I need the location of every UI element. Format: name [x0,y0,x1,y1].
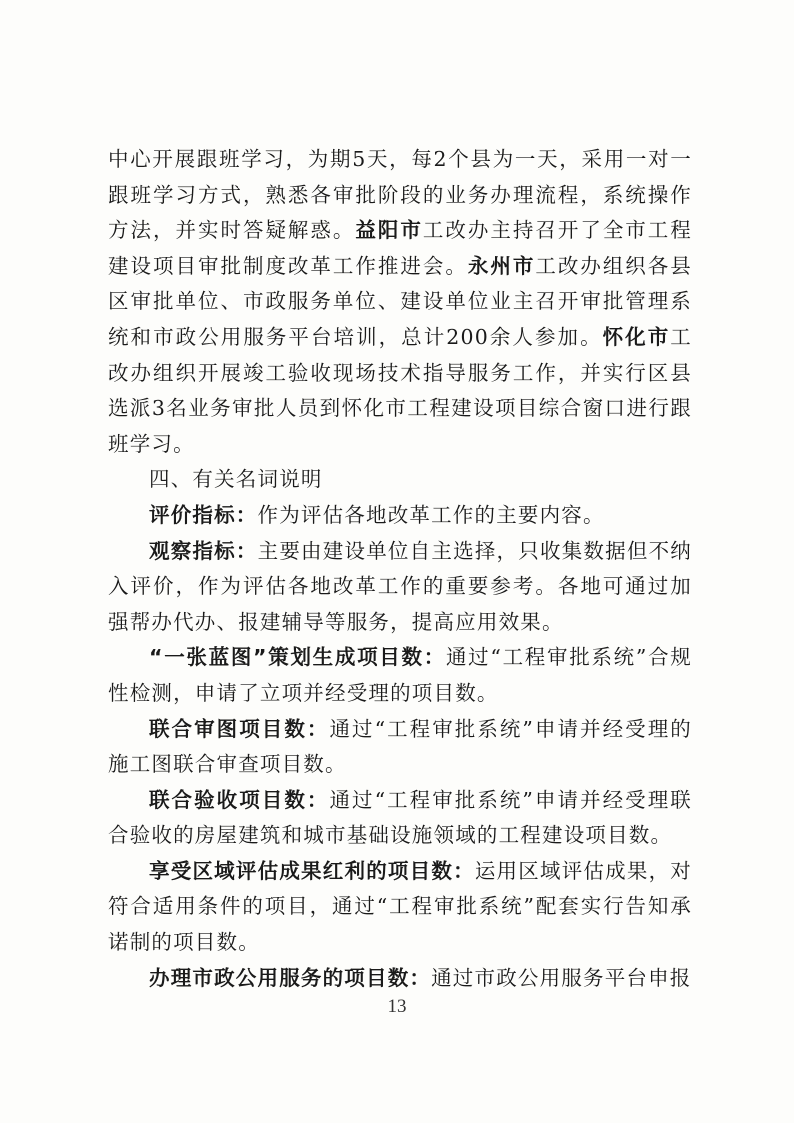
definition-term: 联合验收项目数： [149,787,330,812]
definition-text: 通过市政公用服务平台申报 [431,965,692,990]
city-name-huaihua: 怀化市 [602,324,671,349]
definition-municipal-services [108,961,692,997]
paragraph-text: 工改办主持召开了全市工程建设项目审批制度改革工作推进会。 [108,218,692,278]
definition-blueprint-projects [108,640,692,711]
definition-term: 享受区域评估成果红利的项目数： [149,858,475,883]
paragraph-text: 工改办组织开展竣工验收现场技术指导服务工作，并实行区县选派3名业务审批人员到怀化市工程建设项目综合窗口进行跟班学习。 [108,324,692,456]
definition-term: 观察指标： [149,538,258,563]
definition-joint-acceptance [108,783,692,854]
definition-text: 通过“工程审批系统”合规性检测，申请了立项并经受理的项目数。 [108,645,692,705]
definition-text: 通过“工程审批系统”申请并经受理的施工图联合审查项目数。 [108,716,692,777]
document-body [108,142,692,996]
page-number: 13 [387,996,407,1017]
paragraph-text: 工改办组织各县区审批单位、市政服务单位、建设单位业主召开审批管理系统和市政公用服务平台培训，总计200余人参加。 [108,253,692,349]
city-name-yiyang: 益阳市 [355,218,423,243]
definition-term: 办理市政公用服务的项目数： [149,965,432,990]
city-name-yongzhou: 永州市 [467,253,536,278]
definition-text: 主要由建设单位自主选择，只收集数据但不纳入评价，作为评估各地改革工作的重要参考。各地可通过加强帮办代办、报建辅导等服务，提高应用效果。 [108,538,693,634]
paragraph-text: 中心开展跟班学习，为期5天，每2个县为一天，采用一对一跟班学习方式，熟悉各审批阶段的业务办理流程，系统操作方法，并实时答疑解惑。 [108,147,692,243]
definition-text: 运用区域评估成果，对符合适用条件的项目，通过“工程审批系统”配套实行告知承诺制的项目数。 [108,858,692,955]
definition-text: 通过“工程审批系统”申请并经受理联合验收的房屋建筑和城市基础设施领域的工程建设项目数。 [108,787,692,848]
paragraph-continuation [108,142,692,462]
definition-observation-index [108,534,692,641]
definition-evaluation-index [108,498,692,534]
definition-term: 联合审图项目数： [149,716,330,741]
definition-text: 作为评估各地改革工作的主要内容。 [257,502,605,527]
definition-term: “一张蓝图”策划生成项目数： [149,645,446,670]
definition-joint-drawing-review [108,712,692,783]
definition-regional-assessment [108,854,692,961]
section-heading: 四、有关名词说明 [149,467,323,492]
definition-term: 评价指标： [149,502,258,527]
